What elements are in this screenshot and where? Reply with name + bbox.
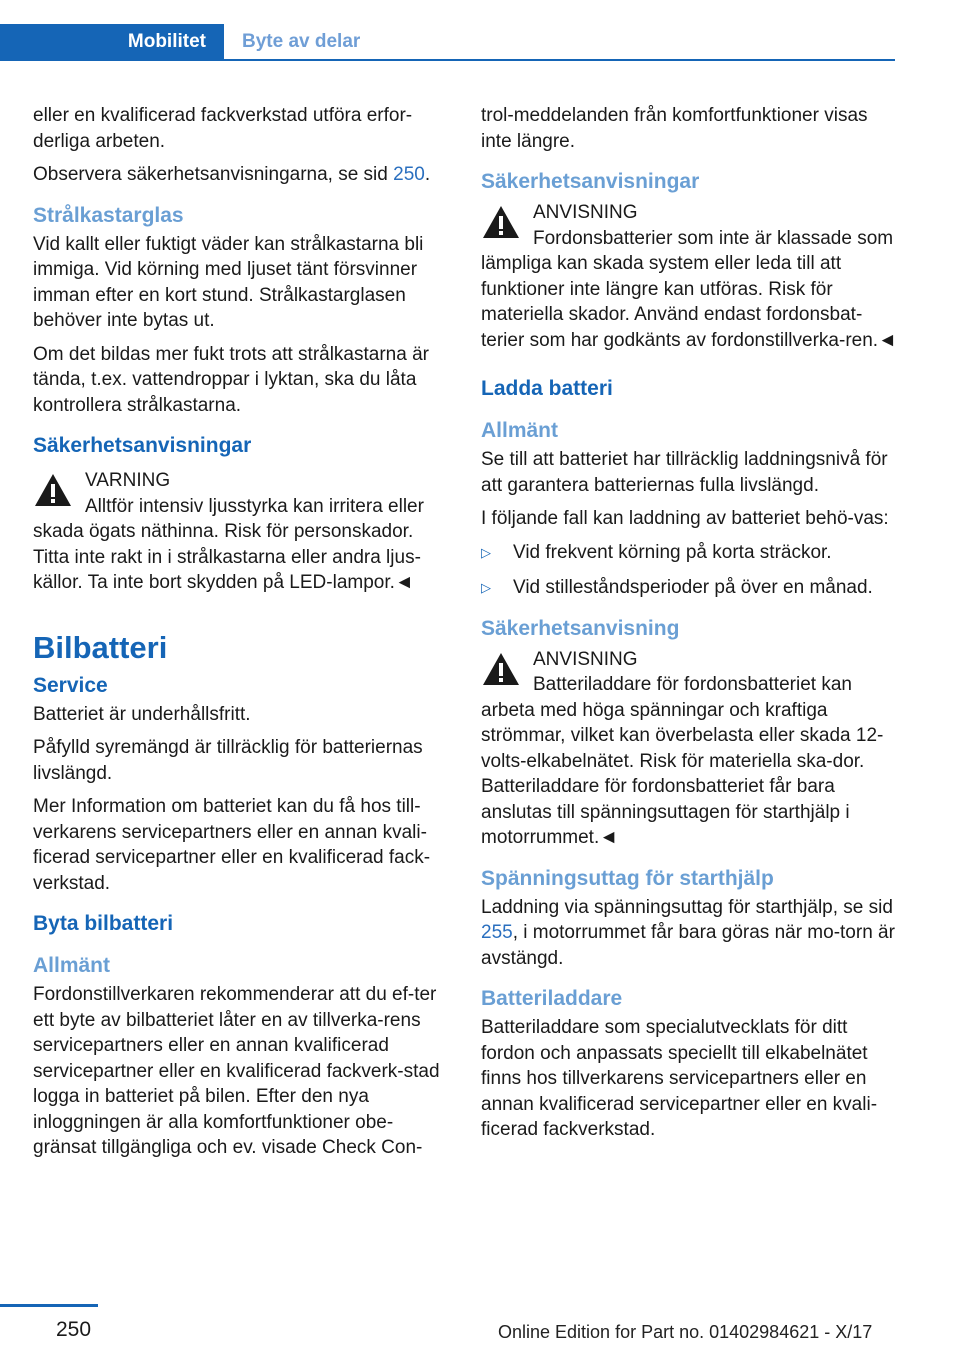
text: Laddning via spänningsuttag för starthjälp, se sid: [481, 896, 893, 918]
notice-box: [481, 647, 897, 851]
paragraph: Batteriladdare som specialutvecklats för ditt fordon och anpassats speciellt till elkabelnätet finns hos tillverkarens servicepartners eller en annan kvalificerad servicepartner eller en kvali-ficerad fackverkstad.: [481, 1017, 878, 1140]
heading-sakerhetsanvisning: Säkerhetsanvisning: [481, 616, 680, 640]
heading-byta-bilbatteri: Byta bilbatteri: [33, 912, 174, 935]
text: Observera säkerhetsanvisningarna, se sid: [33, 164, 394, 185]
list-item: [481, 540, 897, 566]
header-rule: [0, 59, 895, 61]
notice-box: [481, 200, 897, 353]
warning-icon: [33, 472, 73, 508]
heading-batteriladdare: Batteriladdare: [481, 987, 623, 1010]
heading-bilbatteri: Bilbatteri: [33, 629, 168, 665]
list-item-text: Vid stilleståndsperioder på över en månad.: [513, 577, 873, 598]
notice-title: ANVISNING: [533, 202, 638, 223]
notice-text: Batteriladdare för fordonsbatteriet kan arbeta med höga spänningar och kraftiga strömmar, vilket kan överbelasta eller skada 12-volts-elkabelnätet. Risk för materiella ska-dor. Batteriladdare för fordonsbatteriet får bara anslutas till spänningsuttagen för starthjälp i motorrummet.◄: [481, 674, 884, 848]
page-link-250[interactable]: 250: [393, 164, 425, 185]
paragraph: Mer Information om batteriet kan du få hos till-verkarens servicepartners eller en annan kvali-ficerad servicepartner eller en kvalificerad fack-verkstad.: [33, 796, 431, 894]
paragraph: Om det bildas mer fukt trots att strålkastarna är tända, t.ex. vattendroppar i lyktan, ska du låta kontrollera strålkastarna.: [33, 343, 429, 416]
right-column: [481, 103, 897, 1151]
heading-allmant: Allmänt: [33, 954, 111, 977]
text: , i motorrummet får bara göras när mo-torn är avstängd.: [481, 922, 895, 969]
warning-box: [33, 468, 449, 596]
notice-text: Fordonsbatterier som inte är klassade som lämpliga kan skada system eller leda till att funktioner inte längre kan utföras. Risk för materiella skador. Använd endast fordonsbat-terier som har godkänts av fordonstillverka-ren.◄: [481, 227, 897, 351]
list-item-text: Vid frekvent körning på korta sträckor.: [513, 541, 832, 563]
paragraph: Se till att batteriet har tillräcklig laddningsnivå för att garantera batteriernas fulla livslängd.: [481, 449, 888, 496]
paragraph: Påfylld syremängd är tillräcklig för batteriernas livslängd.: [33, 737, 423, 784]
paragraph: [481, 895, 897, 972]
paragraph: Vid kallt eller fuktigt väder kan strålkastarna bli immiga. Vid körning med ljuset tänt försvinner imman efter en kort stund. Strålkastarglasen behöver inte bytas ut.: [33, 233, 424, 331]
page-number: 250: [56, 1318, 92, 1341]
warning-title: VARNING: [85, 470, 171, 491]
warning-icon: [481, 651, 521, 687]
notice-title: ANVISNING: [533, 648, 638, 670]
paragraph: [33, 162, 449, 188]
triangle-bullet-icon: ▷: [481, 580, 491, 595]
heading-spanningsuttag: Spänningsuttag för starthjälp: [481, 866, 774, 890]
paragraph: I följande fall kan laddning av batteriet behö-vas:: [481, 508, 889, 529]
heading-service: Service: [33, 673, 108, 697]
tab-byte-av-delar[interactable]: Byte av delar: [242, 31, 361, 52]
page-link-255[interactable]: 255: [481, 922, 513, 943]
triangle-bullet-icon: ▷: [481, 544, 491, 560]
paragraph: Batteriet är underhållsfritt.: [33, 703, 251, 725]
header-tabs: [0, 24, 895, 62]
heading-sakerhetsanvisningar: Säkerhetsanvisningar: [481, 170, 700, 193]
text: .: [424, 164, 431, 185]
heading-sakerhetsanvisningar: Säkerhetsanvisningar: [33, 434, 252, 457]
paragraph: eller en kvalificerad fackverkstad utföra erfor-derliga arbeten.: [33, 105, 413, 152]
warning-text: Alltför intensiv ljusstyrka kan irritera eller skada ögats näthinna. Risk för personskador. Titta inte rakt in i strålkastarna eller andra ljus-källor. Ta inte bort skydden på LED-lampor.◄: [33, 495, 424, 593]
paragraph: Fordonstillverkaren rekommenderar att du ef-ter ett byte av bilbatteriet låter en av tillverka-rens servicepartners eller en annan kvalificerad servicepartner eller en kvalificerad fackverk-stad logga in batteriet på bilen. Efter den nya inloggningen är alla komfortfunktioner obe-gränsat tillgängliga och ev. visade Check Con-: [33, 984, 440, 1158]
footer-edition: Online Edition for Part no. 01402984621 - X/17: [498, 1322, 873, 1342]
list-item: [481, 575, 897, 601]
tab-mobilitet[interactable]: Mobilitet: [0, 24, 224, 60]
paragraph: trol-meddelanden från komfortfunktioner visas inte längre.: [481, 105, 868, 152]
left-column: [33, 103, 449, 1169]
heading-ladda-batteri: Ladda batteri: [481, 377, 613, 400]
heading-allmant: Allmänt: [481, 419, 559, 442]
heading-stralkastarglas: Strålkastarglas: [33, 203, 184, 227]
footer-rule: [0, 1304, 98, 1307]
warning-icon: [481, 204, 521, 240]
